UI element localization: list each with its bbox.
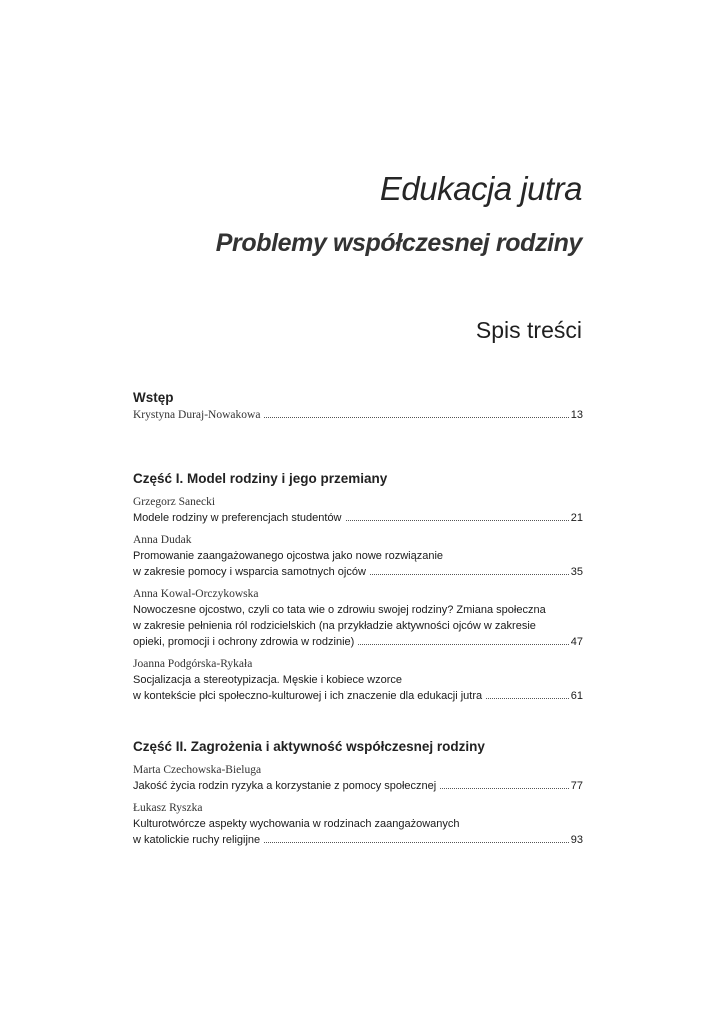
entry-title-line: Promowanie zaangażowanego ojcostwa jako nowe rozwiązanie bbox=[133, 550, 444, 562]
toc-entry[interactable] bbox=[133, 656, 583, 704]
dot-leader bbox=[370, 564, 569, 575]
dot-leader bbox=[264, 407, 568, 418]
toc-entry[interactable] bbox=[133, 532, 583, 580]
entry-title-line bbox=[133, 510, 583, 526]
page-number: 61 bbox=[570, 690, 583, 702]
dot-leader bbox=[358, 634, 568, 645]
toc-section-part-1 bbox=[133, 470, 583, 704]
entry-title-line: Kulturotwórcze aspekty wychowania w rodzinach zaangażowanych bbox=[133, 818, 460, 830]
section-title: Część II. Zagrożenia i aktywność współczesnej rodziny bbox=[133, 739, 485, 754]
entry-author: Anna Dudak bbox=[133, 534, 192, 546]
dot-leader bbox=[440, 778, 569, 789]
toc-heading: Spis treści bbox=[475, 317, 582, 343]
dot-leader bbox=[264, 832, 569, 843]
page-number: 21 bbox=[570, 512, 583, 524]
page-number: 47 bbox=[570, 636, 583, 648]
entry-title-line bbox=[133, 688, 583, 704]
toc-entry[interactable] bbox=[133, 586, 583, 650]
toc-entry[interactable] bbox=[133, 762, 583, 794]
entry-title-text: Modele rodziny w preferencjach studentów bbox=[133, 512, 342, 524]
toc-section-part-2 bbox=[133, 738, 583, 848]
entry-author: Anna Kowal-Orczykowska bbox=[133, 588, 259, 600]
entry-author: Joanna Podgórska-Rykała bbox=[133, 658, 253, 670]
section-title: Wstęp bbox=[133, 390, 174, 405]
page-number: 93 bbox=[570, 834, 583, 846]
entry-title-line: Socjalizacja a stereotypizacja. Męskie i kobiece wzorce bbox=[133, 674, 403, 686]
dot-leader bbox=[486, 688, 569, 699]
entry-author: Grzegorz Sanecki bbox=[133, 496, 216, 508]
book-subtitle: Problemy współczesnej rodziny bbox=[215, 229, 582, 257]
page-number: 35 bbox=[570, 566, 583, 578]
entry-title-text: opieki, promocji i ochrony zdrowia w rodzinie) bbox=[133, 636, 355, 648]
section-title: Część I. Model rodziny i jego przemiany bbox=[133, 471, 388, 486]
entry-title-line bbox=[133, 778, 583, 794]
entry-author: Marta Czechowska-Bieluga bbox=[133, 764, 262, 776]
entry-author: Krystyna Duraj-Nowakowa bbox=[133, 409, 261, 421]
entry-title-text: w zakresie pomocy i wsparcia samotnych ojców bbox=[133, 566, 366, 578]
toc-section-intro bbox=[133, 389, 583, 423]
toc-entry[interactable] bbox=[133, 494, 583, 526]
entry-author: Łukasz Ryszka bbox=[133, 802, 203, 814]
entry-title-text: Jakość życia rodzin ryzyka a korzystanie z pomocy społecznej bbox=[133, 780, 437, 792]
entry-title-line: Nowoczesne ojcostwo, czyli co tata wie o zdrowiu swojej rodziny? Zmiana społeczna bbox=[133, 604, 546, 616]
toc-entry[interactable] bbox=[133, 800, 583, 848]
page-number: 77 bbox=[570, 780, 583, 792]
entry-title-text: w kontekście płci społeczno-kulturowej i ich znaczenie dla edukacji jutra bbox=[133, 690, 483, 702]
book-title: Edukacja jutra bbox=[379, 170, 582, 207]
entry-title-line bbox=[133, 634, 583, 650]
toc-entry[interactable] bbox=[133, 407, 583, 423]
entry-title-line bbox=[133, 564, 583, 580]
entry-title-line: w zakresie pełnienia ról rodzicielskich (na przykładzie aktywności ojców w zakresie bbox=[133, 620, 536, 632]
entry-title-line bbox=[133, 832, 583, 848]
page-number: 13 bbox=[570, 409, 583, 421]
entry-title-text: w katolickie ruchy religijne bbox=[133, 834, 261, 846]
dot-leader bbox=[346, 510, 569, 521]
